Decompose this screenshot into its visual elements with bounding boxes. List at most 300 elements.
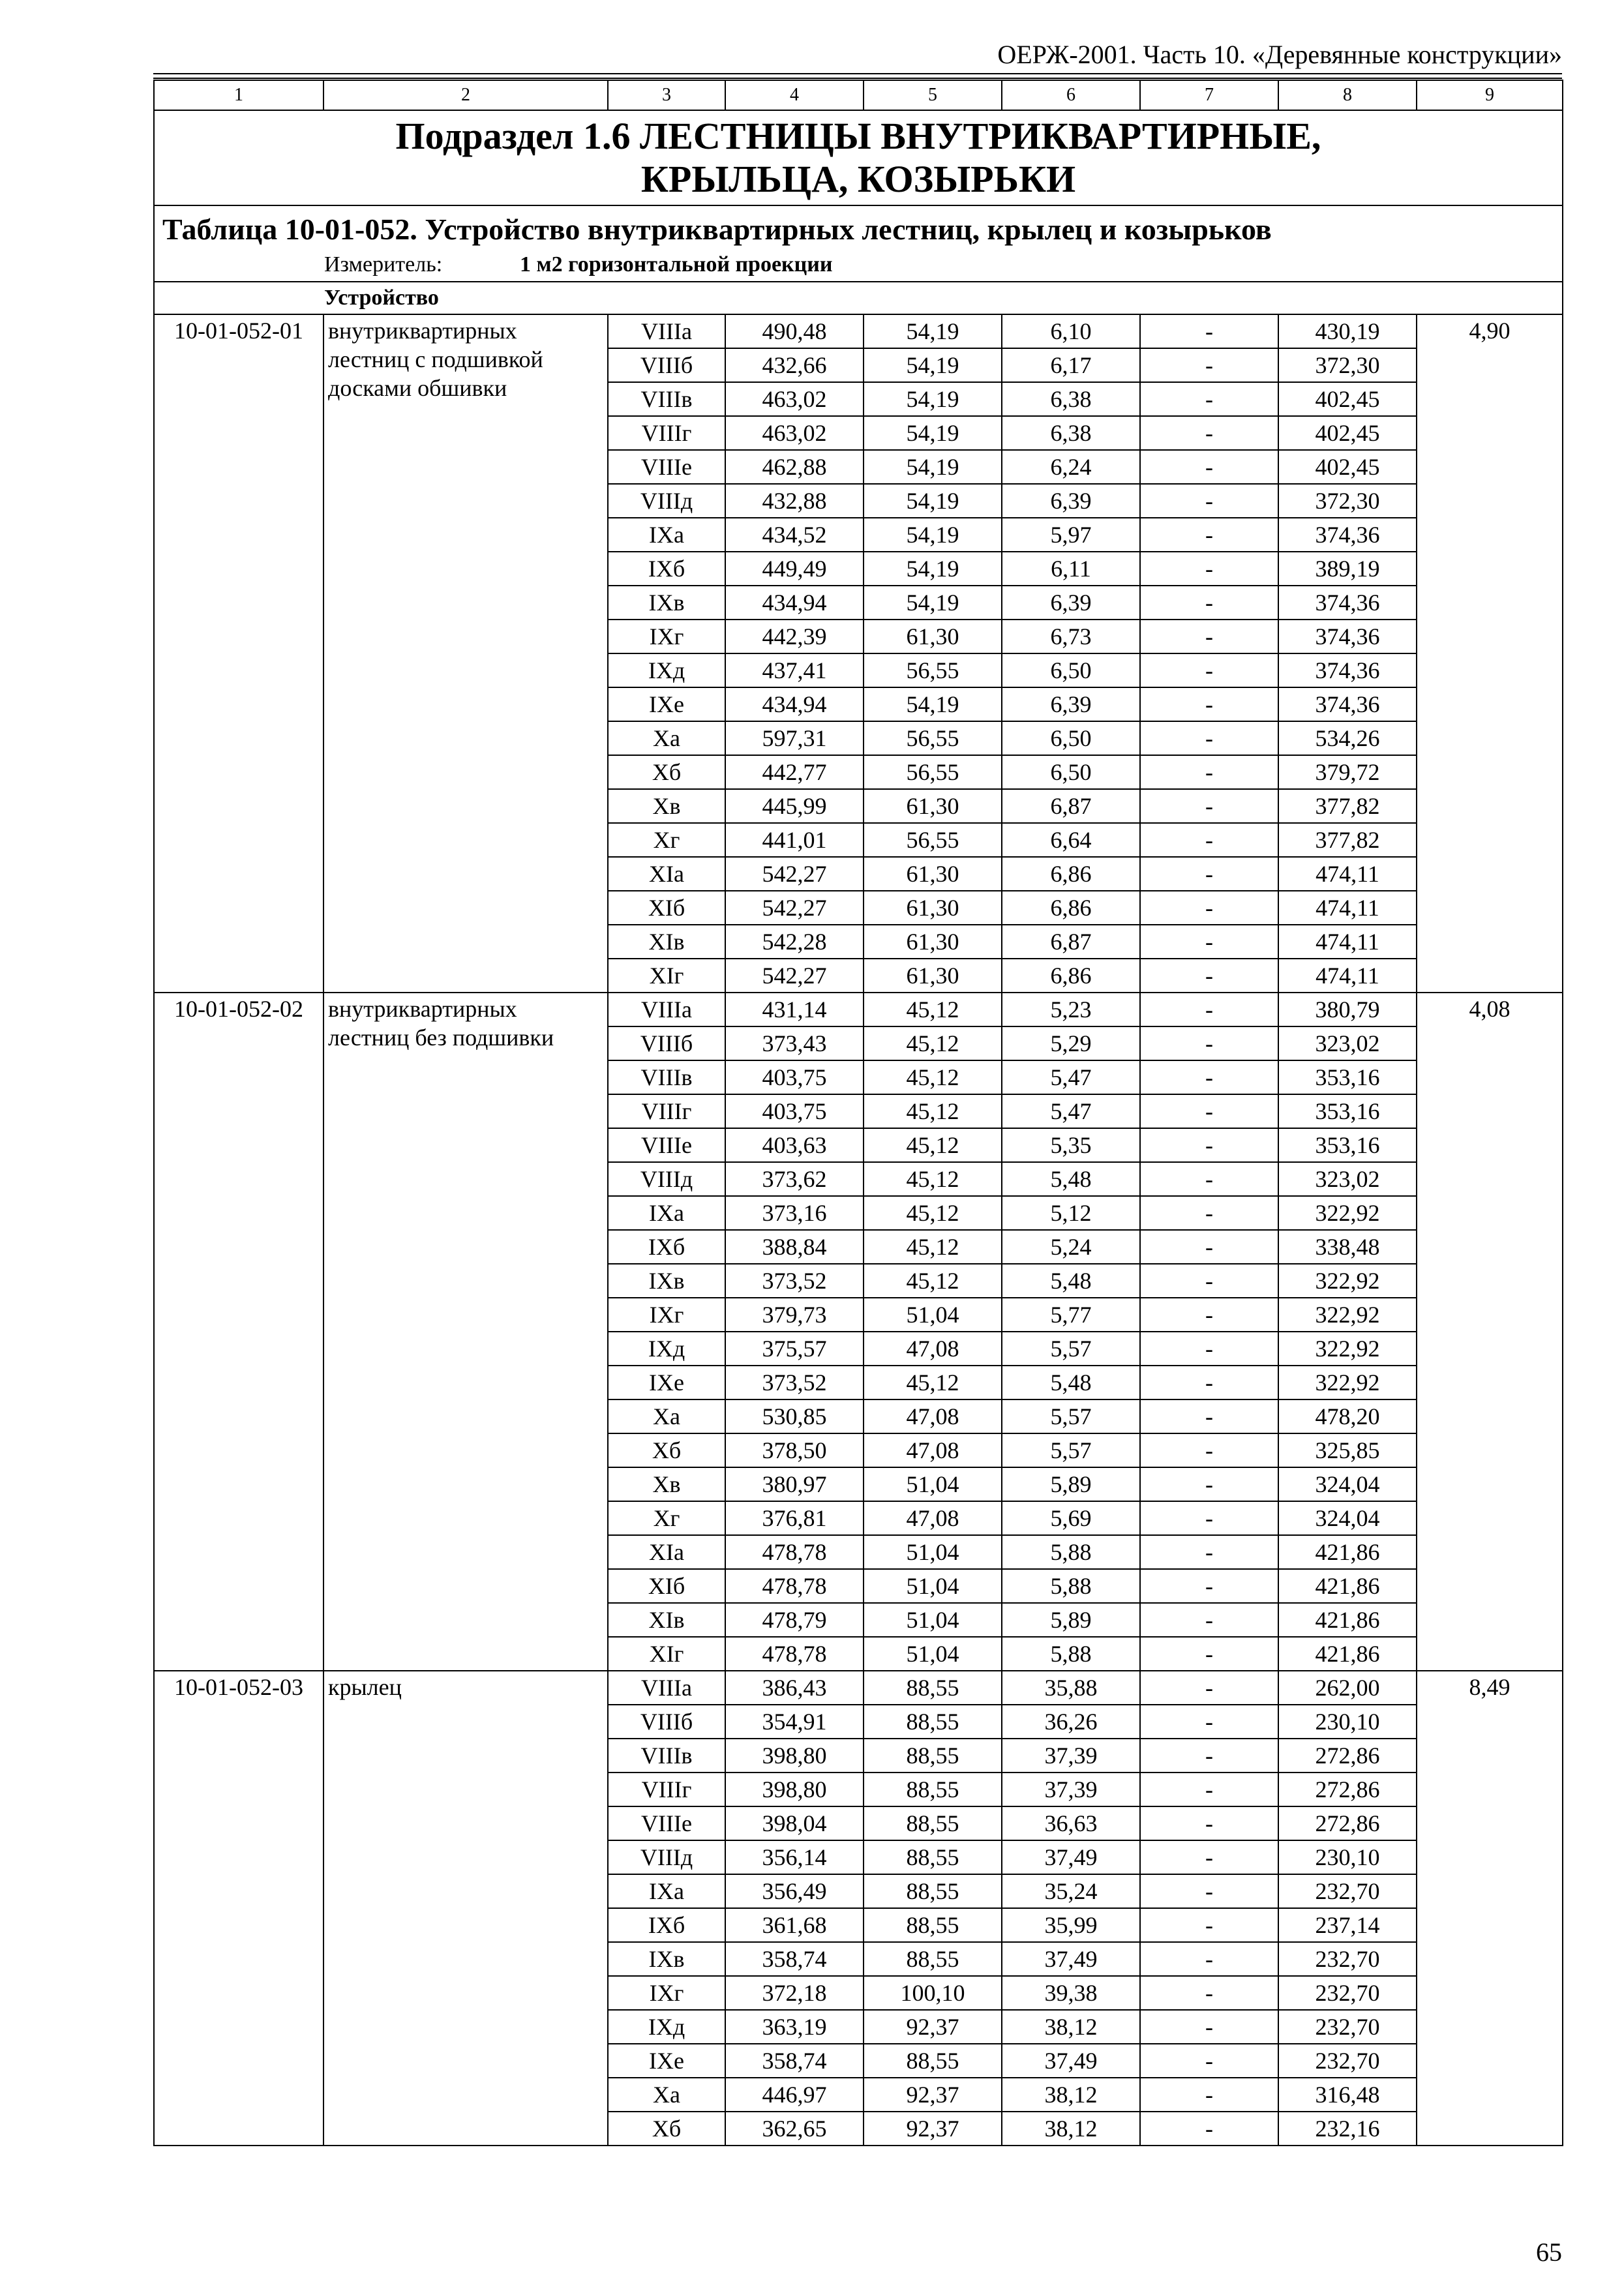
zone-cell: IXе [608, 1366, 725, 1399]
zone-cell: VIIIе [608, 1128, 725, 1162]
labor-cost-cell: 54,19 [864, 484, 1002, 518]
total-cost-cell: 386,43 [725, 1671, 864, 1705]
zone-cell: Xа [608, 2078, 725, 2112]
total-cost-cell: 403,63 [725, 1128, 864, 1162]
total-cost-cell: 403,75 [725, 1094, 864, 1128]
subsection-title: Подраздел 1.6 ЛЕСТНИЦЫ ВНУТРИКВАРТИРНЫЕ, КРЫЛЬЦА, КОЗЫРЬКИ [154, 110, 1563, 205]
material-cost-cell: 402,45 [1278, 416, 1417, 450]
material-cost-cell: 232,70 [1278, 1942, 1417, 1976]
labor-cost-cell: 54,19 [864, 416, 1002, 450]
total-cost-cell: 442,39 [725, 620, 864, 653]
labor-hours-cell: 4,08 [1417, 993, 1563, 1671]
machine-cost-cell: 39,38 [1002, 1976, 1140, 2010]
zone-cell: Xб [608, 1433, 725, 1467]
rate-code: 10-01-052-01 [154, 314, 323, 993]
labor-cost-cell: 54,19 [864, 382, 1002, 416]
material-cost-cell: 322,92 [1278, 1196, 1417, 1230]
unit-label: Измеритель: [324, 252, 443, 277]
column-number-row [154, 80, 1563, 110]
zone-cell: VIIIа [608, 314, 725, 348]
labor-cost-cell: 88,55 [864, 1773, 1002, 1806]
labor-cost-cell: 45,12 [864, 993, 1002, 1026]
material-cost-cell: 430,19 [1278, 314, 1417, 348]
material-cost-cell: 230,10 [1278, 1840, 1417, 1874]
driver-cost-cell: - [1140, 1399, 1278, 1433]
material-cost-cell: 272,86 [1278, 1773, 1417, 1806]
total-cost-cell: 373,43 [725, 1026, 864, 1060]
zone-cell: IXв [608, 586, 725, 620]
material-cost-cell: 377,82 [1278, 789, 1417, 823]
driver-cost-cell: - [1140, 1874, 1278, 1908]
labor-cost-cell: 45,12 [864, 1230, 1002, 1264]
driver-cost-cell: - [1140, 1162, 1278, 1196]
material-cost-cell: 353,16 [1278, 1060, 1417, 1094]
labor-cost-cell: 61,30 [864, 857, 1002, 891]
material-cost-cell: 421,86 [1278, 1637, 1417, 1671]
labor-cost-cell: 92,37 [864, 2112, 1002, 2146]
driver-cost-cell: - [1140, 348, 1278, 382]
labor-cost-cell: 88,55 [864, 1705, 1002, 1739]
machine-cost-cell: 5,89 [1002, 1467, 1140, 1501]
total-cost-cell: 398,80 [725, 1739, 864, 1773]
material-cost-cell: 534,26 [1278, 721, 1417, 755]
machine-cost-cell: 5,69 [1002, 1501, 1140, 1535]
labor-cost-cell: 54,19 [864, 348, 1002, 382]
driver-cost-cell: - [1140, 484, 1278, 518]
labor-cost-cell: 88,55 [864, 2044, 1002, 2078]
machine-cost-cell: 38,12 [1002, 2112, 1140, 2146]
material-cost-cell: 262,00 [1278, 1671, 1417, 1705]
unit-cell [154, 248, 1563, 282]
machine-cost-cell: 5,48 [1002, 1264, 1140, 1298]
total-cost-cell: 398,04 [725, 1806, 864, 1840]
zone-cell: VIIIг [608, 1094, 725, 1128]
total-cost-cell: 361,68 [725, 1908, 864, 1942]
zone-cell: IXа [608, 518, 725, 552]
material-cost-cell: 322,92 [1278, 1332, 1417, 1366]
labor-cost-cell: 51,04 [864, 1637, 1002, 1671]
total-cost-cell: 478,78 [725, 1569, 864, 1603]
driver-cost-cell: - [1140, 620, 1278, 653]
machine-cost-cell: 5,57 [1002, 1399, 1140, 1433]
labor-cost-cell: 47,08 [864, 1433, 1002, 1467]
driver-cost-cell: - [1140, 2010, 1278, 2044]
machine-cost-cell: 6,11 [1002, 552, 1140, 586]
driver-cost-cell: - [1140, 1501, 1278, 1535]
labor-cost-cell: 47,08 [864, 1501, 1002, 1535]
labor-cost-cell: 45,12 [864, 1196, 1002, 1230]
driver-cost-cell: - [1140, 653, 1278, 687]
material-cost-cell: 474,11 [1278, 959, 1417, 993]
header-rule [153, 78, 1562, 79]
material-cost-cell: 372,30 [1278, 348, 1417, 382]
header-title: ОЕРЖ-2001. Часть 10. «Деревянные конструкции» [997, 40, 1562, 69]
table-title-row [154, 205, 1563, 248]
zone-cell: Xб [608, 2112, 725, 2146]
rate-code: 10-01-052-03 [154, 1671, 323, 2146]
material-cost-cell: 232,70 [1278, 2010, 1417, 2044]
zone-cell: IXг [608, 1298, 725, 1332]
driver-cost-cell: - [1140, 857, 1278, 891]
total-cost-cell: 380,97 [725, 1467, 864, 1501]
total-cost-cell: 446,97 [725, 2078, 864, 2112]
labor-cost-cell: 88,55 [864, 1840, 1002, 1874]
zone-cell: VIIIд [608, 1162, 725, 1196]
table-row [154, 993, 1563, 1026]
zone-cell: VIIIе [608, 1806, 725, 1840]
machine-cost-cell: 5,35 [1002, 1128, 1140, 1162]
material-cost-cell: 325,85 [1278, 1433, 1417, 1467]
machine-cost-cell: 36,63 [1002, 1806, 1140, 1840]
driver-cost-cell: - [1140, 789, 1278, 823]
total-cost-cell: 373,52 [725, 1264, 864, 1298]
column-number: 8 [1278, 80, 1417, 110]
page-number: 65 [1536, 2237, 1562, 2267]
material-cost-cell: 421,86 [1278, 1535, 1417, 1569]
zone-cell: VIIIв [608, 1060, 725, 1094]
total-cost-cell: 434,94 [725, 586, 864, 620]
total-cost-cell: 403,75 [725, 1060, 864, 1094]
total-cost-cell: 358,74 [725, 2044, 864, 2078]
total-cost-cell: 463,02 [725, 416, 864, 450]
zone-cell: VIIIд [608, 1840, 725, 1874]
table-row [154, 314, 1563, 348]
driver-cost-cell: - [1140, 1128, 1278, 1162]
material-cost-cell: 322,92 [1278, 1264, 1417, 1298]
labor-cost-cell: 61,30 [864, 891, 1002, 925]
machine-cost-cell: 6,64 [1002, 823, 1140, 857]
total-cost-cell: 398,80 [725, 1773, 864, 1806]
rate-code: 10-01-052-02 [154, 993, 323, 1671]
machine-cost-cell: 5,88 [1002, 1535, 1140, 1569]
labor-cost-cell: 56,55 [864, 721, 1002, 755]
machine-cost-cell: 37,39 [1002, 1739, 1140, 1773]
total-cost-cell: 432,88 [725, 484, 864, 518]
driver-cost-cell: - [1140, 2112, 1278, 2146]
total-cost-cell: 597,31 [725, 721, 864, 755]
material-cost-cell: 374,36 [1278, 620, 1417, 653]
total-cost-cell: 388,84 [725, 1230, 864, 1264]
labor-cost-cell: 61,30 [864, 925, 1002, 959]
labor-cost-cell: 61,30 [864, 959, 1002, 993]
column-number: 7 [1140, 80, 1278, 110]
machine-cost-cell: 38,12 [1002, 2078, 1140, 2112]
zone-cell: IXа [608, 1196, 725, 1230]
column-number: 1 [154, 80, 323, 110]
total-cost-cell: 478,79 [725, 1603, 864, 1637]
machine-cost-cell: 6,50 [1002, 653, 1140, 687]
material-cost-cell: 353,16 [1278, 1128, 1417, 1162]
zone-cell: VIIIд [608, 484, 725, 518]
total-cost-cell: 478,78 [725, 1535, 864, 1569]
total-cost-cell: 363,19 [725, 2010, 864, 2044]
driver-cost-cell: - [1140, 1603, 1278, 1637]
machine-cost-cell: 5,47 [1002, 1094, 1140, 1128]
total-cost-cell: 542,28 [725, 925, 864, 959]
driver-cost-cell: - [1140, 925, 1278, 959]
machine-cost-cell: 5,23 [1002, 993, 1140, 1026]
material-cost-cell: 272,86 [1278, 1739, 1417, 1773]
zone-cell: IXа [608, 1874, 725, 1908]
machine-cost-cell: 6,38 [1002, 416, 1140, 450]
table-title: Таблица 10-01-052. Устройство внутриквартирных лестниц, крылец и козырьков [154, 205, 1563, 248]
labor-cost-cell: 88,55 [864, 1908, 1002, 1942]
labor-hours-cell: 8,49 [1417, 1671, 1563, 2146]
driver-cost-cell: - [1140, 416, 1278, 450]
machine-cost-cell: 6,86 [1002, 891, 1140, 925]
machine-cost-cell: 6,39 [1002, 484, 1140, 518]
zone-cell: XIб [608, 1569, 725, 1603]
machine-cost-cell: 6,39 [1002, 586, 1140, 620]
machine-cost-cell: 6,24 [1002, 450, 1140, 484]
zone-cell: IXд [608, 2010, 725, 2044]
machine-cost-cell: 6,38 [1002, 382, 1140, 416]
driver-cost-cell: - [1140, 450, 1278, 484]
driver-cost-cell: - [1140, 382, 1278, 416]
material-cost-cell: 316,48 [1278, 2078, 1417, 2112]
zone-cell: IXв [608, 1264, 725, 1298]
driver-cost-cell: - [1140, 1637, 1278, 1671]
machine-cost-cell: 5,88 [1002, 1637, 1140, 1671]
labor-cost-cell: 100,10 [864, 1976, 1002, 2010]
zone-cell: VIIIв [608, 382, 725, 416]
zone-cell: XIб [608, 891, 725, 925]
column-number: 2 [323, 80, 608, 110]
machine-cost-cell: 35,24 [1002, 1874, 1140, 1908]
labor-cost-cell: 88,55 [864, 1671, 1002, 1705]
machine-cost-cell: 5,88 [1002, 1569, 1140, 1603]
driver-cost-cell: - [1140, 1332, 1278, 1366]
driver-cost-cell: - [1140, 2044, 1278, 2078]
zone-cell: VIIIв [608, 1739, 725, 1773]
zone-cell: Xа [608, 1399, 725, 1433]
driver-cost-cell: - [1140, 1264, 1278, 1298]
subsection-row [154, 110, 1563, 205]
driver-cost-cell: - [1140, 314, 1278, 348]
machine-cost-cell: 6,39 [1002, 687, 1140, 721]
machine-cost-cell: 6,50 [1002, 755, 1140, 789]
material-cost-cell: 230,10 [1278, 1705, 1417, 1739]
labor-cost-cell: 54,19 [864, 518, 1002, 552]
driver-cost-cell: - [1140, 1806, 1278, 1840]
driver-cost-cell: - [1140, 1671, 1278, 1705]
group-label: Устройство [154, 282, 1563, 314]
material-cost-cell: 237,14 [1278, 1908, 1417, 1942]
labor-cost-cell: 51,04 [864, 1569, 1002, 1603]
material-cost-cell: 323,02 [1278, 1162, 1417, 1196]
zone-cell: XIв [608, 925, 725, 959]
total-cost-cell: 362,65 [725, 2112, 864, 2146]
total-cost-cell: 372,18 [725, 1976, 864, 2010]
total-cost-cell: 434,94 [725, 687, 864, 721]
material-cost-cell: 372,30 [1278, 484, 1417, 518]
driver-cost-cell: - [1140, 1060, 1278, 1094]
driver-cost-cell: - [1140, 1976, 1278, 2010]
driver-cost-cell: - [1140, 1230, 1278, 1264]
material-cost-cell: 478,20 [1278, 1399, 1417, 1433]
labor-cost-cell: 88,55 [864, 1942, 1002, 1976]
material-cost-cell: 374,36 [1278, 586, 1417, 620]
zone-cell: XIа [608, 857, 725, 891]
material-cost-cell: 374,36 [1278, 518, 1417, 552]
machine-cost-cell: 37,49 [1002, 2044, 1140, 2078]
zone-cell: IXб [608, 1908, 725, 1942]
rates-table [153, 80, 1563, 2146]
total-cost-cell: 449,49 [725, 552, 864, 586]
labor-cost-cell: 51,04 [864, 1298, 1002, 1332]
total-cost-cell: 442,77 [725, 755, 864, 789]
column-number: 6 [1002, 80, 1140, 110]
total-cost-cell: 542,27 [725, 891, 864, 925]
machine-cost-cell: 5,77 [1002, 1298, 1140, 1332]
total-cost-cell: 375,57 [725, 1332, 864, 1366]
total-cost-cell: 434,52 [725, 518, 864, 552]
material-cost-cell: 232,16 [1278, 2112, 1417, 2146]
labor-cost-cell: 54,19 [864, 450, 1002, 484]
labor-hours-cell: 4,90 [1417, 314, 1563, 993]
column-number: 4 [725, 80, 864, 110]
driver-cost-cell: - [1140, 1196, 1278, 1230]
machine-cost-cell: 36,26 [1002, 1705, 1140, 1739]
material-cost-cell: 353,16 [1278, 1094, 1417, 1128]
labor-cost-cell: 56,55 [864, 653, 1002, 687]
machine-cost-cell: 6,87 [1002, 925, 1140, 959]
total-cost-cell: 463,02 [725, 382, 864, 416]
material-cost-cell: 474,11 [1278, 891, 1417, 925]
zone-cell: VIIIг [608, 416, 725, 450]
zone-cell: XIв [608, 1603, 725, 1637]
labor-cost-cell: 45,12 [864, 1094, 1002, 1128]
labor-cost-cell: 51,04 [864, 1535, 1002, 1569]
driver-cost-cell: - [1140, 1705, 1278, 1739]
zone-cell: IXб [608, 552, 725, 586]
driver-cost-cell: - [1140, 1366, 1278, 1399]
total-cost-cell: 358,74 [725, 1942, 864, 1976]
material-cost-cell: 402,45 [1278, 450, 1417, 484]
rate-description: внутриквартирных лестниц без подшивки [323, 993, 608, 1671]
machine-cost-cell: 5,12 [1002, 1196, 1140, 1230]
total-cost-cell: 431,14 [725, 993, 864, 1026]
material-cost-cell: 232,70 [1278, 1976, 1417, 2010]
total-cost-cell: 490,48 [725, 314, 864, 348]
material-cost-cell: 474,11 [1278, 857, 1417, 891]
zone-cell: XIг [608, 1637, 725, 1671]
machine-cost-cell: 6,73 [1002, 620, 1140, 653]
rate-description: внутриквартирных лестниц с подшивкой досками обшивки [323, 314, 608, 993]
total-cost-cell: 373,52 [725, 1366, 864, 1399]
driver-cost-cell: - [1140, 993, 1278, 1026]
zone-cell: Xв [608, 789, 725, 823]
material-cost-cell: 374,36 [1278, 687, 1417, 721]
total-cost-cell: 376,81 [725, 1501, 864, 1535]
machine-cost-cell: 37,49 [1002, 1840, 1140, 1874]
material-cost-cell: 374,36 [1278, 653, 1417, 687]
machine-cost-cell: 35,99 [1002, 1908, 1140, 1942]
table-row [154, 1671, 1563, 1705]
zone-cell: XIа [608, 1535, 725, 1569]
machine-cost-cell: 5,48 [1002, 1366, 1140, 1399]
machine-cost-cell: 5,48 [1002, 1162, 1140, 1196]
driver-cost-cell: - [1140, 1840, 1278, 1874]
material-cost-cell: 379,72 [1278, 755, 1417, 789]
material-cost-cell: 323,02 [1278, 1026, 1417, 1060]
machine-cost-cell: 5,89 [1002, 1603, 1140, 1637]
zone-cell: IXб [608, 1230, 725, 1264]
zone-cell: IXе [608, 687, 725, 721]
zone-cell: Xг [608, 1501, 725, 1535]
zone-cell: IXе [608, 2044, 725, 2078]
labor-cost-cell: 47,08 [864, 1332, 1002, 1366]
zone-cell: VIIIе [608, 450, 725, 484]
machine-cost-cell: 6,86 [1002, 959, 1140, 993]
rate-description: крылец [323, 1671, 608, 2146]
material-cost-cell: 421,86 [1278, 1603, 1417, 1637]
driver-cost-cell: - [1140, 1773, 1278, 1806]
labor-cost-cell: 54,19 [864, 314, 1002, 348]
material-cost-cell: 272,86 [1278, 1806, 1417, 1840]
driver-cost-cell: - [1140, 1942, 1278, 1976]
machine-cost-cell: 5,57 [1002, 1332, 1140, 1366]
material-cost-cell: 377,82 [1278, 823, 1417, 857]
machine-cost-cell: 5,57 [1002, 1433, 1140, 1467]
zone-cell: IXг [608, 620, 725, 653]
total-cost-cell: 478,78 [725, 1637, 864, 1671]
unit-row [154, 248, 1563, 282]
machine-cost-cell: 35,88 [1002, 1671, 1140, 1705]
material-cost-cell: 324,04 [1278, 1467, 1417, 1501]
column-number: 9 [1417, 80, 1563, 110]
material-cost-cell: 324,04 [1278, 1501, 1417, 1535]
zone-cell: IXд [608, 1332, 725, 1366]
material-cost-cell: 338,48 [1278, 1230, 1417, 1264]
driver-cost-cell: - [1140, 721, 1278, 755]
machine-cost-cell: 5,24 [1002, 1230, 1140, 1264]
labor-cost-cell: 92,37 [864, 2010, 1002, 2044]
material-cost-cell: 322,92 [1278, 1366, 1417, 1399]
machine-cost-cell: 37,39 [1002, 1773, 1140, 1806]
total-cost-cell: 445,99 [725, 789, 864, 823]
total-cost-cell: 441,01 [725, 823, 864, 857]
driver-cost-cell: - [1140, 959, 1278, 993]
total-cost-cell: 356,49 [725, 1874, 864, 1908]
driver-cost-cell: - [1140, 1908, 1278, 1942]
machine-cost-cell: 37,49 [1002, 1942, 1140, 1976]
labor-cost-cell: 56,55 [864, 823, 1002, 857]
total-cost-cell: 378,50 [725, 1433, 864, 1467]
material-cost-cell: 380,79 [1278, 993, 1417, 1026]
total-cost-cell: 354,91 [725, 1705, 864, 1739]
material-cost-cell: 322,92 [1278, 1298, 1417, 1332]
total-cost-cell: 373,62 [725, 1162, 864, 1196]
labor-cost-cell: 56,55 [864, 755, 1002, 789]
zone-cell: XIг [608, 959, 725, 993]
labor-cost-cell: 88,55 [864, 1806, 1002, 1840]
zone-cell: VIIIа [608, 993, 725, 1026]
material-cost-cell: 232,70 [1278, 1874, 1417, 1908]
material-cost-cell: 232,70 [1278, 2044, 1417, 2078]
total-cost-cell: 356,14 [725, 1840, 864, 1874]
labor-cost-cell: 45,12 [864, 1162, 1002, 1196]
machine-cost-cell: 6,87 [1002, 789, 1140, 823]
labor-cost-cell: 45,12 [864, 1128, 1002, 1162]
zone-cell: VIIIб [608, 1026, 725, 1060]
zone-cell: Xг [608, 823, 725, 857]
labor-cost-cell: 51,04 [864, 1467, 1002, 1501]
labor-cost-cell: 45,12 [864, 1026, 1002, 1060]
zone-cell: IXд [608, 653, 725, 687]
driver-cost-cell: - [1140, 1094, 1278, 1128]
machine-cost-cell: 6,10 [1002, 314, 1140, 348]
